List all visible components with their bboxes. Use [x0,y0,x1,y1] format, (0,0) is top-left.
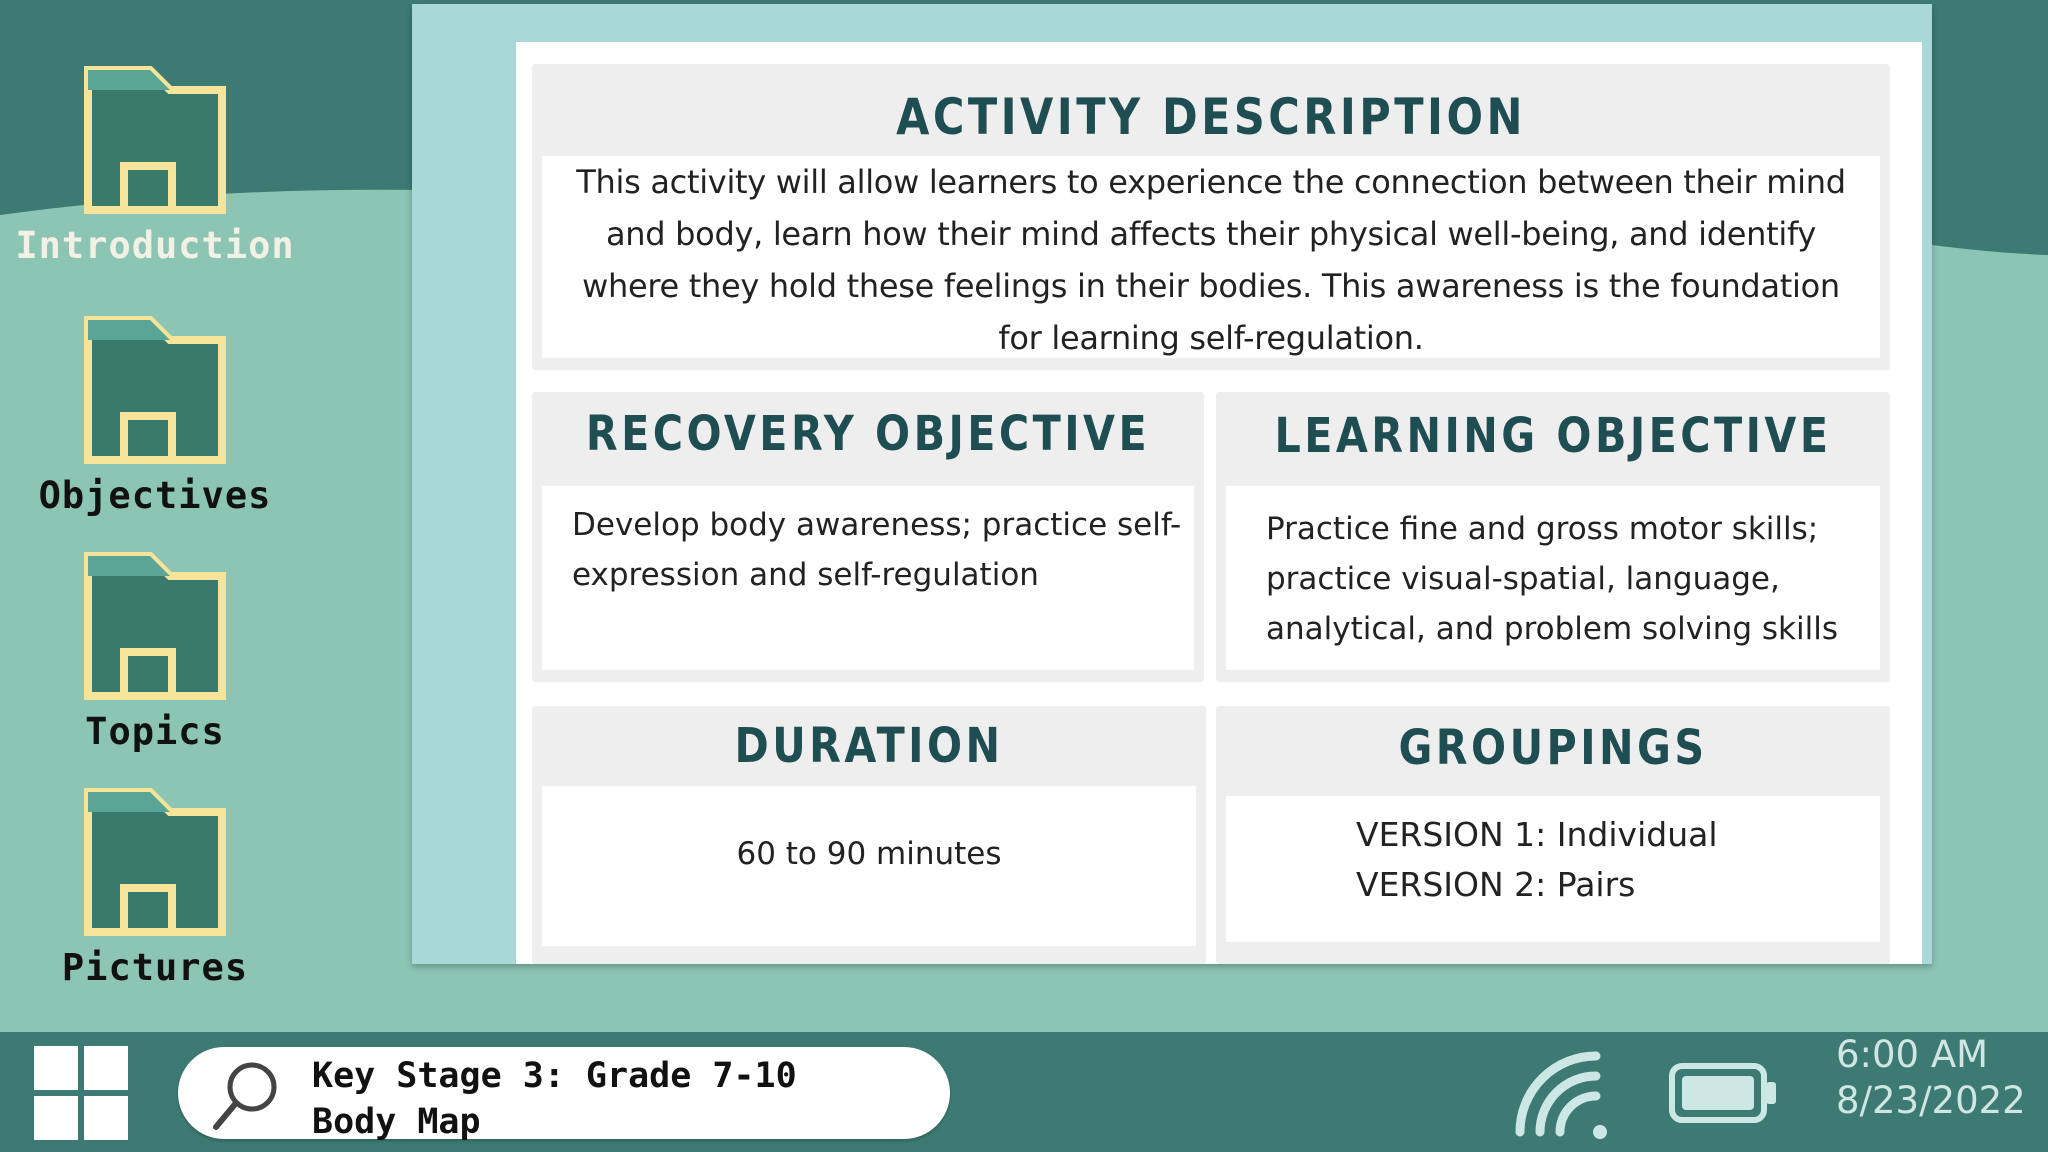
folder-icon [80,548,230,708]
duration-card [532,706,1206,964]
learning-objective-line: practice visual-spatial, language, [1266,561,1780,597]
learning-objective-body [1226,486,1880,670]
groupings-line: VERSION 2: Pairs [1356,865,1636,904]
groupings-title: GROUPINGS [1398,720,1708,776]
groupings-line: VERSION 1: Individual [1356,815,1718,854]
system-clock[interactable] [1836,1032,2036,1124]
search-bar[interactable] [178,1047,950,1142]
slide-window[interactable] [412,4,1932,964]
battery-icon[interactable] [1668,1062,1780,1124]
search-text [312,1053,797,1145]
desktop-icon-objectives[interactable] [0,312,310,517]
search-text-line: Key Stage 3: Grade 7-10 [312,1056,797,1096]
folder-icon [80,312,230,472]
duration-text: 60 to 90 minutes [736,836,1002,872]
recovery-objective-title: RECOVERY OBJECTIVE [585,406,1151,462]
desktop-icon-label: Topics [85,710,225,753]
desktop-icon-label: Objectives [38,474,272,517]
clock-date: 8/23/2022 [1836,1079,2026,1122]
taskbar [0,1032,2048,1152]
folder-icon [80,784,230,944]
recovery-objective-card [532,392,1204,682]
desktop-icon-pictures[interactable] [0,784,310,989]
activity-description-text: This activity will allow learners to experience the connection between their mind and body, learn how their mind affects their physical well-being, and identify where they hold these feelings in their bodies. This awareness is the foundation for learning self-regulation. [576,163,1846,357]
search-icon [208,1057,284,1133]
duration-body [542,786,1196,946]
learning-objective-card [1216,392,1890,682]
wifi-icon[interactable] [1510,1046,1614,1140]
activity-description-card [532,64,1890,370]
duration-title: DURATION [734,718,1004,774]
recovery-objective-line: expression and self-regulation [572,557,1039,593]
learning-objective-title: LEARNING OBJECTIVE [1274,408,1832,464]
desktop-icon-topics[interactable] [0,548,310,753]
learning-objective-line: analytical, and problem solving skills [1266,611,1838,647]
groupings-card [1216,706,1890,964]
search-text-line: Body Map [312,1102,481,1142]
start-button[interactable] [34,1046,130,1142]
slide-content [516,42,1922,964]
groupings-body [1226,796,1880,942]
desktop-icon-label: Pictures [61,946,249,989]
activity-description-body [542,156,1880,358]
learning-objective-line: Practice fine and gross motor skills; [1266,511,1819,547]
desktop-icon-introduction[interactable] [0,62,310,267]
recovery-objective-line: Develop body awareness; practice self- [572,507,1182,543]
clock-time: 6:00 AM [1836,1033,1989,1076]
folder-icon [80,62,230,222]
activity-description-title: ACTIVITY DESCRIPTION [896,88,1526,146]
desktop-icon-label: Introduction [15,224,295,267]
recovery-objective-body [542,486,1194,670]
